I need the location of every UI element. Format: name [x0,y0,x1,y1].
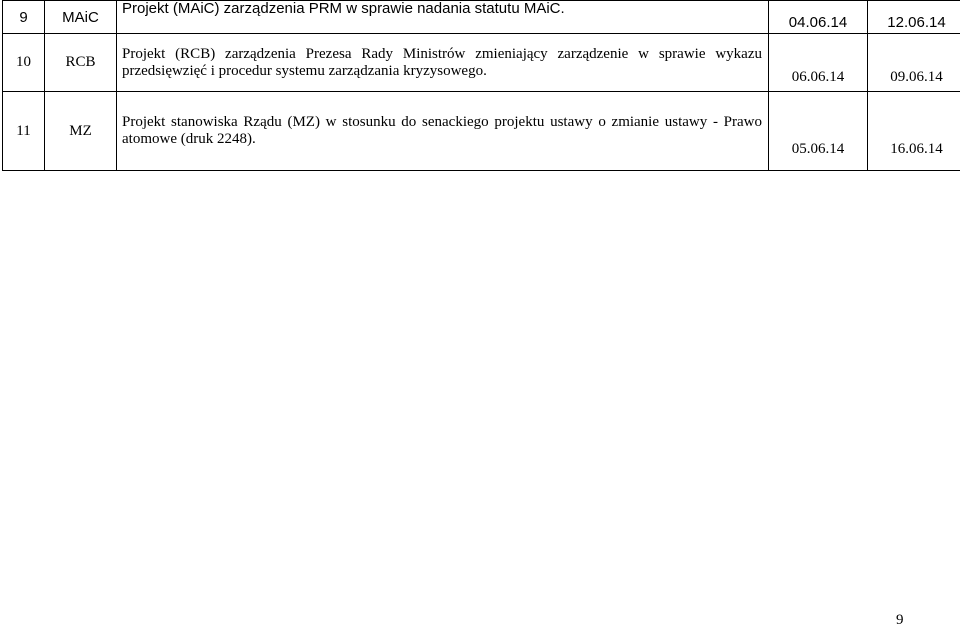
row-date-deadline: 12.06.14 [868,1,960,34]
page-number: 9 [896,612,904,629]
row-date-received: 05.06.14 [769,92,868,171]
row-institution: RCB [45,34,117,92]
document-table [2,0,960,171]
row-number: 10 [3,34,45,92]
row-date-deadline: 16.06.14 [868,92,960,171]
row-institution: MZ [45,92,117,171]
table-row [3,92,960,171]
table-row [3,34,960,92]
row-title: Projekt (MAiC) zarządzenia PRM w sprawie nadania statutu MAiC. [117,1,769,34]
row-title: Projekt stanowiska Rządu (MZ) w stosunku do senackiego projektu ustawy o zmianie ustawy - Prawo atomowe (druk 2248). [117,92,769,171]
row-number: 9 [3,1,45,34]
row-date-received: 06.06.14 [769,34,868,92]
table-row [3,1,960,34]
row-number: 11 [3,92,45,171]
row-date-deadline: 09.06.14 [868,34,960,92]
row-title: Projekt (RCB) zarządzenia Prezesa Rady Ministrów zmieniający zarządzenie w sprawie wykazu przedsięwzięć i procedur systemu zarządzania kryzysowego. [117,34,769,92]
row-institution: MAiC [45,1,117,34]
row-date-received: 04.06.14 [769,1,868,34]
